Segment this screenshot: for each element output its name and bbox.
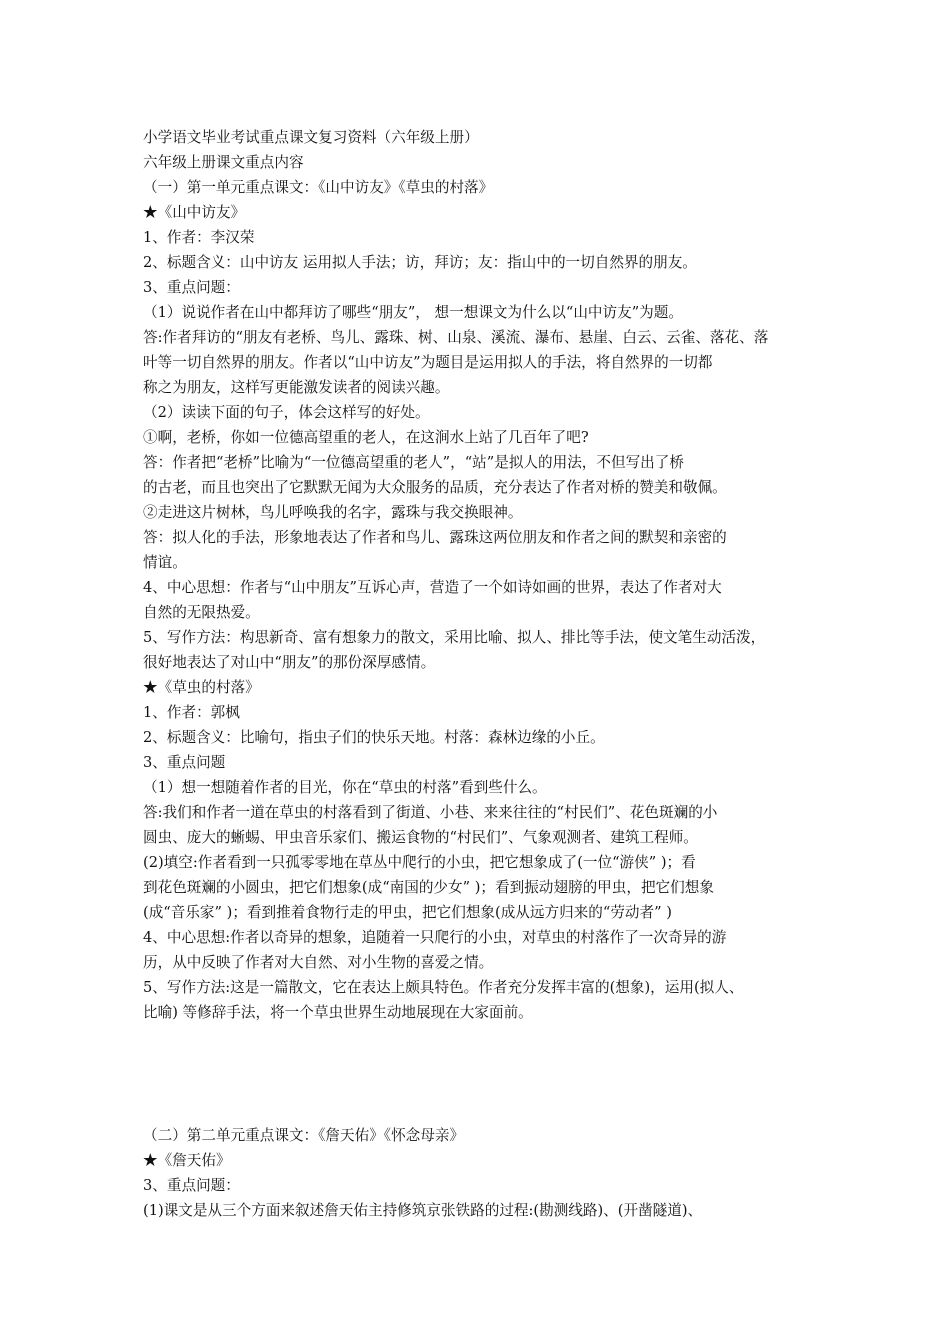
text-line: 2、标题含义：山中访友 运用拟人手法；访，拜访；友：指山中的一切自然界的朋友。 [143,254,697,271]
text-line: 历，从中反映了作者对大自然、对小生物的喜爱之情。 [143,954,494,971]
lesson-heading: ★《山中访友》 [143,204,246,221]
text-line: (2)填空:作者看到一只孤零零地在草丛中爬行的小虫，把它想象成了(一位“游侠” )；看 [143,854,696,871]
text-line: 情谊。 [143,554,187,571]
text-line: 4、中心思想:作者以奇异的想象，追随着一只爬行的小虫，对草虫的村落作了一次奇异的游 [143,929,727,946]
text-line: 答：拟人化的手法，形象地表达了作者和鸟儿、露珠这两位朋友和作者之间的默契和亲密的 [143,529,727,546]
text-line: (1)课文是从三个方面来叙述詹天佑主持修筑京张铁路的过程:(勘测线路)、(开凿隧道)、 [143,1202,703,1219]
text-line: 3、重点问题： [143,279,240,296]
text-line: (成“音乐家” )；看到推着食物行走的甲虫，把它们想象(成从远方归来的“劳动者” ) [143,904,672,921]
text-line: 的古老，而且也突出了它默默无闻为大众服务的品质，充分表达了作者对桥的赞美和敬佩。 [143,479,727,496]
lesson-heading: ★《詹天佑》 [143,1152,231,1169]
section-heading: 六年级上册课文重点内容 [143,154,304,171]
text-line: ②走进这片树林，鸟儿呼唤我的名字，露珠与我交换眼神。 [143,504,523,521]
text-line: 答:我们和作者一道在草虫的村落看到了街道、小巷、来来往往的“村民们”、花色斑斓的小 [143,804,718,821]
text-line: 答：作者把“老桥”比喻为“一位德高望重的老人”，“站”是拟人的用法，不但写出了桥 [143,454,684,471]
text-line: 到花色斑斓的小圆虫，把它们想象(成“南国的少女” )；看到振动翅膀的甲虫，把它们想象 [143,879,714,896]
text-line: 很好地表达了对山中“朋友”的那份深厚感情。 [143,654,436,671]
text-line: 5、写作方法:这是一篇散文，它在表达上颇具特色。作者充分发挥丰富的(想象)，运用(拟人、 [143,979,744,996]
text-line: ①啊，老桥，你如一位德高望重的老人，在这涧水上站了几百年了吧? [143,429,589,446]
text-line: 圆虫、庞大的蜥蜴、甲虫音乐家们、搬运食物的“村民们”、气象观测者、建筑工程师。 [143,829,698,846]
text-line: 答:作者拜访的“朋友有老桥、鸟儿、露珠、树、山泉、溪流、瀑布、悬崖、白云、云雀、落花、落 [143,329,769,346]
text-line: 1、作者：李汉荣 [143,229,255,246]
text-line: 比喻) 等修辞手法，将一个草虫世界生动地展现在大家面前。 [143,1004,533,1021]
unit-heading: （一）第一单元重点课文：《山中访友》《草虫的村落》 [143,179,494,196]
text-line: 5、写作方法：构思新奇、富有想象力的散文，采用比喻、拟人、排比等手法，使文笔生动活泼， [143,629,766,646]
text-line: 叶等一切自然界的朋友。作者以“山中访友”为题目是运用拟人的手法，将自然界的一切都 [143,354,713,371]
text-line: 3、重点问题： [143,1177,240,1194]
unit-heading: （二）第二单元重点课文：《詹天佑》《怀念母亲》 [143,1127,465,1144]
text-line: 2、标题含义：比喻句，指虫子们的快乐天地。村落：森林边缘的小丘。 [143,729,605,746]
lesson-heading: ★《草虫的村落》 [143,679,260,696]
text-line: 称之为朋友，这样写更能激发读者的阅读兴趣。 [143,379,450,396]
doc-title: 小学语文毕业考试重点课文复习资料（六年级上册） [143,129,479,146]
text-line: （1）说说作者在山中都拜访了哪些“朋友”， 想一想课文为什么以“山中访友”为题。 [143,304,683,321]
text-line: 自然的无限热爱。 [143,604,260,621]
text-line: 1、作者：郭枫 [143,704,240,721]
text-line: 3、重点问题 [143,754,226,771]
text-line: 4、中心思想：作者与“山中朋友”互诉心声，营造了一个如诗如画的世界，表达了作者对大 [143,579,722,596]
text-line: （1）想一想随着作者的目光，你在“草虫的村落”看到些什么。 [143,779,547,796]
text-line: （2）读读下面的句子，体会这样写的好处。 [143,404,430,421]
